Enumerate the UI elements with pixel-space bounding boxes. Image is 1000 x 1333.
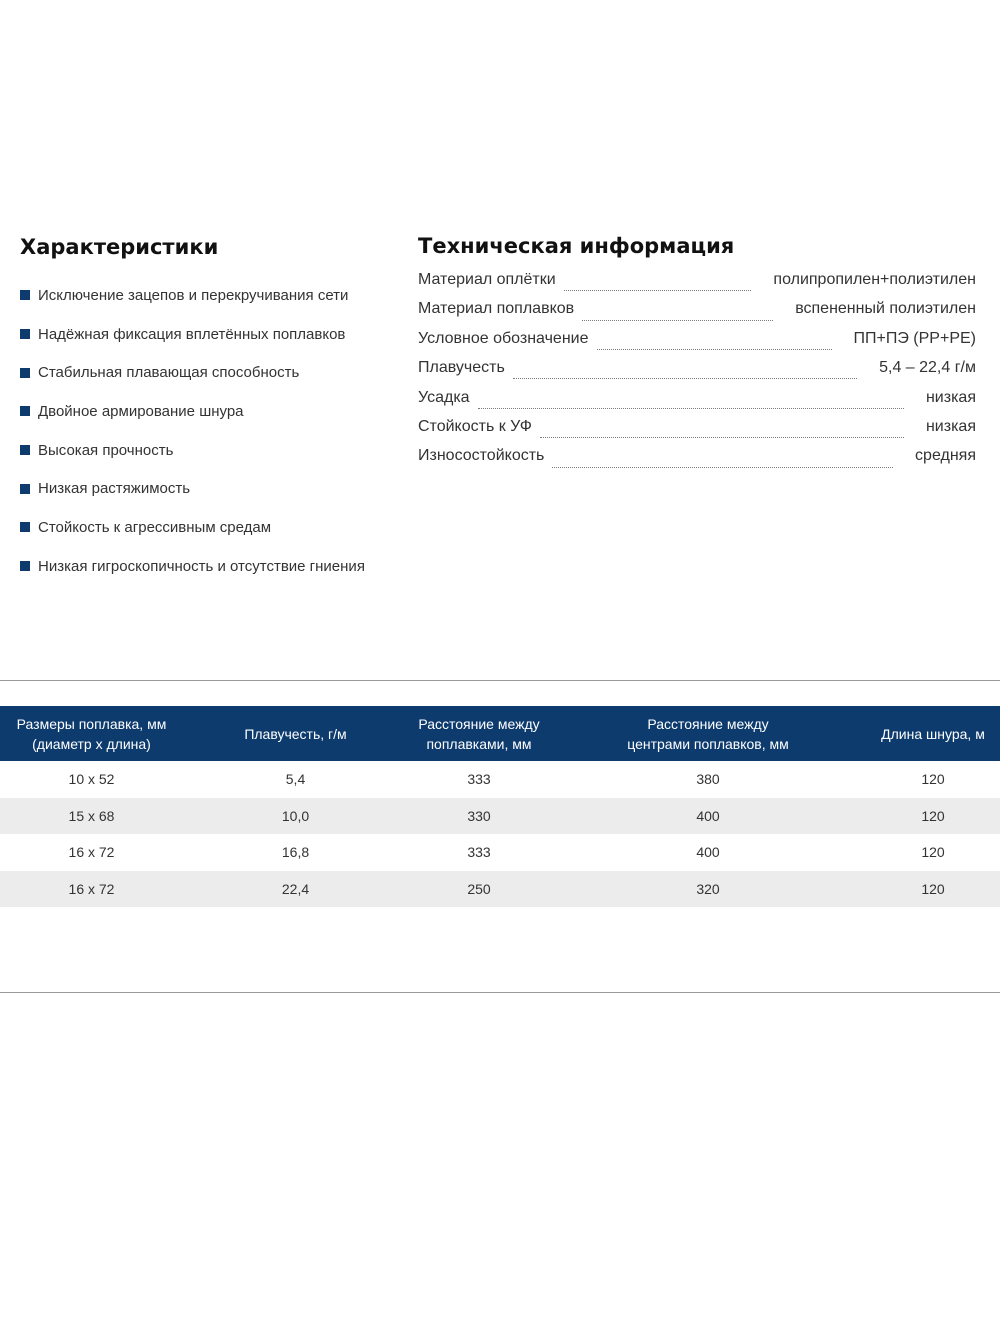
- table-cell: 16 x 72: [68, 844, 115, 861]
- table-cell: 5,4: [285, 771, 306, 788]
- feature-text: Двойное армирование шнура: [38, 402, 244, 420]
- tech-info-row: [418, 359, 976, 388]
- feature-item: [20, 508, 400, 547]
- table-cell: 10 x 52: [68, 771, 115, 788]
- tech-info-row: [418, 389, 976, 418]
- table-header-row: [0, 706, 1000, 761]
- square-bullet-icon: [20, 329, 30, 339]
- table-cell: 120: [921, 771, 945, 788]
- features-title: Характеристики: [20, 235, 219, 259]
- tech-key: Стойкость к УФ: [418, 417, 532, 435]
- table-cell: 320: [696, 880, 720, 897]
- tech-info-list: [418, 271, 976, 477]
- table-row: [0, 834, 1000, 871]
- tech-value: низкая: [925, 388, 976, 406]
- column-header-center-distance: Расстояние между центрами поплавков, мм: [627, 715, 789, 752]
- feature-item: [20, 469, 400, 508]
- table-cell: 380: [696, 771, 720, 788]
- table-cell: 15 x 68: [68, 807, 115, 824]
- dotted-leader: [564, 290, 752, 291]
- feature-text: Надёжная фиксация вплетённых поплавков: [38, 325, 346, 343]
- tech-value: средняя: [915, 447, 976, 465]
- table-cell: 120: [921, 807, 945, 824]
- table-row: [0, 761, 1000, 798]
- table-cell: 333: [467, 844, 491, 861]
- feature-item: [20, 547, 400, 586]
- tech-key: Условное обозначение: [418, 329, 589, 347]
- tech-info-row: [418, 330, 976, 359]
- tech-value: полипропилен+полиэтилен: [773, 271, 976, 288]
- feature-text: Низкая гигроскопичность и отсутствие гниения: [38, 557, 365, 575]
- square-bullet-icon: [20, 484, 30, 494]
- square-bullet-icon: [20, 406, 30, 416]
- feature-text: Исключение зацепов и перекручивания сети: [38, 286, 349, 304]
- square-bullet-icon: [20, 522, 30, 532]
- dotted-leader: [582, 320, 773, 321]
- table-cell: 120: [921, 844, 945, 861]
- tech-key: Усадка: [418, 388, 470, 406]
- tech-value: вспененный полиэтилен: [795, 300, 976, 318]
- feature-item: [20, 353, 400, 392]
- square-bullet-icon: [20, 445, 30, 455]
- square-bullet-icon: [20, 368, 30, 378]
- table-cell: 22,4: [281, 880, 310, 897]
- dotted-leader: [478, 408, 904, 409]
- table-row: [0, 871, 1000, 908]
- tech-value: низкая: [925, 417, 976, 435]
- table-row: [0, 798, 1000, 835]
- table-cell: 330: [467, 807, 491, 824]
- tech-info-section: [418, 231, 976, 477]
- dotted-leader: [513, 378, 857, 379]
- tech-info-row: [418, 418, 976, 447]
- feature-text: Высокая прочность: [38, 441, 174, 459]
- feature-item: [20, 392, 400, 431]
- column-header-buoyancy: Плавучесть, г/м: [244, 725, 347, 742]
- dotted-leader: [540, 437, 904, 438]
- feature-item: [20, 431, 400, 470]
- tech-key: Материал поплавков: [418, 300, 575, 318]
- feature-text: Стойкость к агрессивным средам: [38, 518, 272, 536]
- tech-value: 5,4 – 22,4 г/м: [879, 359, 976, 377]
- table-cell: 333: [467, 771, 491, 788]
- tech-info-row: [418, 447, 976, 476]
- tech-value: ПП+ПЭ (PP+PE): [853, 329, 976, 347]
- table-cell: 16 x 72: [68, 880, 115, 897]
- tech-info-title: Техническая информация: [418, 234, 735, 258]
- feature-item: [20, 315, 400, 354]
- tech-key: Материал оплётки: [418, 271, 556, 288]
- tech-info-row: [418, 271, 976, 300]
- table-cell: 400: [696, 807, 720, 824]
- column-header-float-size: Размеры поплавка, мм (диаметр х длина): [16, 715, 167, 752]
- dotted-leader: [597, 349, 832, 350]
- dotted-leader: [552, 467, 893, 468]
- feature-item: [20, 276, 400, 315]
- table-cell: 400: [696, 844, 720, 861]
- tech-key: Плавучесть: [418, 359, 505, 377]
- table-cell: 250: [467, 880, 491, 897]
- features-section: [20, 232, 400, 586]
- top-divider: [0, 680, 1000, 681]
- square-bullet-icon: [20, 561, 30, 571]
- size-table: [0, 706, 1000, 907]
- column-header-float-gap: Расстояние между поплавками, мм: [418, 715, 540, 752]
- feature-list: [20, 276, 400, 586]
- table-cell: 10,0: [281, 807, 310, 824]
- bottom-divider: [0, 992, 1000, 993]
- column-header-cord-length: Длина шнура, м: [881, 725, 985, 742]
- feature-text: Низкая растяжимость: [38, 480, 191, 498]
- tech-info-row: [418, 300, 976, 329]
- table-cell: 120: [921, 880, 945, 897]
- tech-key: Износостойкость: [418, 447, 545, 465]
- table-cell: 16,8: [281, 844, 310, 861]
- square-bullet-icon: [20, 290, 30, 300]
- feature-text: Стабильная плавающая способность: [38, 364, 300, 382]
